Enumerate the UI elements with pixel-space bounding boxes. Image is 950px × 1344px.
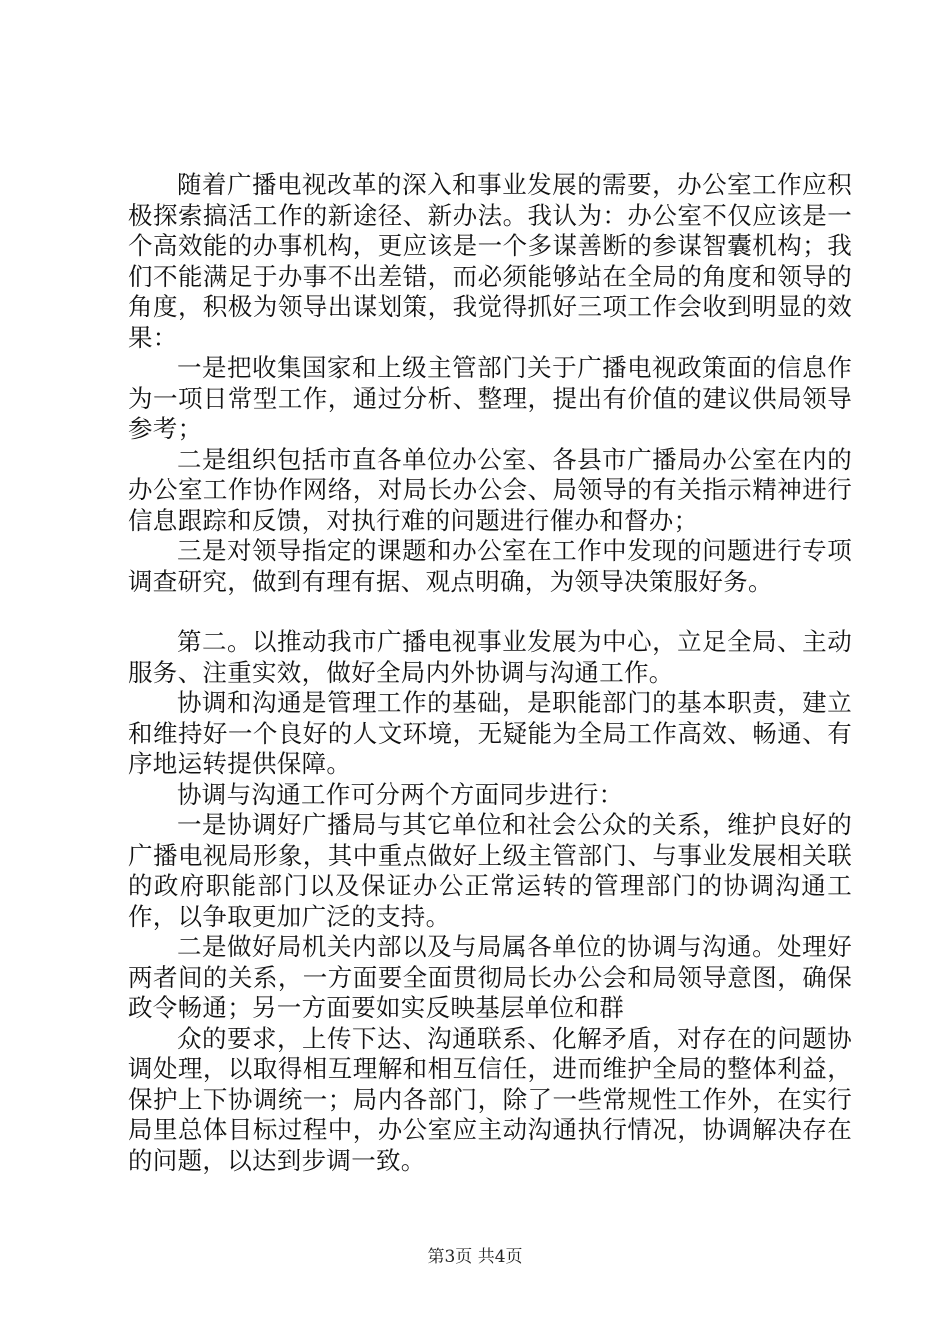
paragraph-section-two-heading: 第二。以推动我市广播电视事业发展为中心，立足全局、主动服务、注重实效，做好全局内外协调与沟通工作。 — [128, 627, 852, 687]
paragraph-aspect-one: 一是协调好广播局与其它单位和社会公众的关系，维护良好的广播电视局形象，其中重点做好上级主管部门、与事业发展相关联的政府职能部门以及保证办公正常运转的管理部门的协调沟通工作，以争取更加广泛的支持。 — [128, 810, 852, 931]
document-body — [128, 170, 852, 1176]
paragraph-item-three: 三是对领导指定的课题和办公室在工作中发现的问题进行专项调查研究，做到有理有据、观点明确，为领导决策服好务。 — [128, 536, 852, 596]
paragraph-aspect-two-continued: 众的要求，上传下达、沟通联系、化解矛盾，对存在的问题协调处理，以取得相互理解和相互信任，进而维护全局的整体利益，保护上下协调统一；局内各部门，除了一些常规性工作外，在实行局里总体目标过程中，办公室应主动沟通执行情况，协调解决存在的问题，以达到步调一致。 — [128, 1023, 852, 1175]
paragraph-aspect-two: 二是做好局机关内部以及与局属各单位的协调与沟通。处理好两者间的关系，一方面要全面贯彻局长办公会和局领导意图，确保政令畅通；另一方面要如实反映基层单位和群 — [128, 932, 852, 1022]
paragraph-item-two: 二是组织包括市直各单位办公室、各县市广播局办公室在内的办公室工作协作网络，对局长办公会、局领导的有关指示精神进行信息跟踪和反馈，对执行难的问题进行催办和督办； — [128, 444, 852, 535]
paragraph-intro: 随着广播电视改革的深入和事业发展的需要，办公室工作应积极探索搞活工作的新途径、新办法。我认为：办公室不仅应该是一个高效能的办事机构，更应该是一个多谋善断的参谋智囊机构；我们不能满足于办事不出差错，而必须能够站在全局的角度和领导的角度，积极为领导出谋划策，我觉得抓好三项工作会收到明显的效果： — [128, 170, 852, 352]
section-spacer — [128, 597, 852, 627]
paragraph-item-one: 一是把收集国家和上级主管部门关于广播电视政策面的信息作为一项日常型工作，通过分析、整理，提出有价值的建议供局领导参考； — [128, 353, 852, 443]
paragraph-coordination-basis: 协调和沟通是管理工作的基础，是职能部门的基本职责，建立和维持好一个良好的人文环境，无疑能为全局工作高效、畅通、有序地运转提供保障。 — [128, 688, 852, 778]
page-footer: 第3页 共4页 — [427, 1247, 523, 1267]
paragraph-two-aspects: 协调与沟通工作可分两个方面同步进行： — [177, 779, 624, 809]
